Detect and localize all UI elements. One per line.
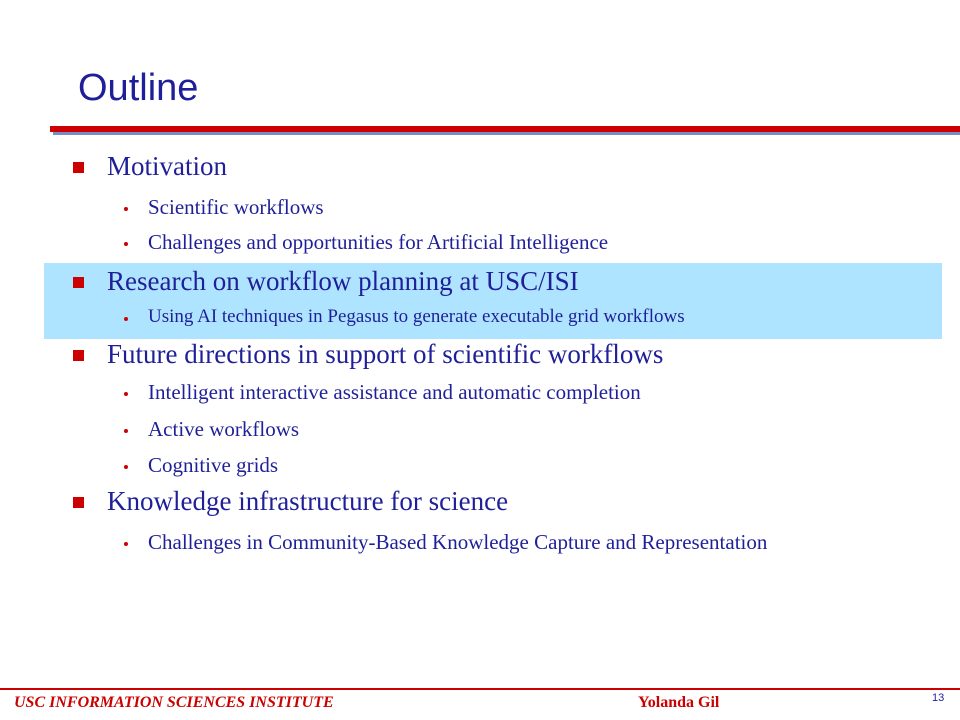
outline-subitem: Scientific workflows — [148, 195, 324, 219]
bullet-square — [73, 277, 84, 288]
title-rule — [50, 126, 960, 132]
bullet-dot — [124, 207, 128, 211]
bullet-dot — [124, 392, 128, 396]
outline-subitem: Intelligent interactive assistance and automatic completion — [148, 380, 641, 404]
bullet-dot — [124, 317, 128, 321]
outline-subitem: Cognitive grids — [148, 453, 279, 477]
footer-author: Yolanda Gil — [638, 694, 720, 711]
bullet-square — [73, 497, 84, 508]
outline-subitem: Using AI techniques in Pegasus to generate executable grid workflows — [148, 306, 685, 327]
bullet-dot — [124, 465, 128, 469]
footer-rule — [0, 688, 960, 690]
outline-item-future-directions: Future directions in support of scientific workflows — [107, 339, 664, 369]
outline-item-research: Research on workflow planning at USC/ISI — [107, 266, 579, 296]
outline-item-motivation: Motivation — [107, 151, 227, 181]
slide-title: Outline — [78, 67, 199, 109]
outline-item-knowledge-infrastructure: Knowledge infrastructure for science — [107, 486, 509, 516]
bullet-dot — [124, 429, 128, 433]
outline-subitem: Challenges in Community-Based Knowledge Capture and Representation — [148, 530, 768, 554]
bullet-square — [73, 162, 84, 173]
outline-subitem: Challenges and opportunities for Artificial Intelligence — [148, 230, 609, 254]
footer-institute: USC INFORMATION SCIENCES INSTITUTE — [14, 694, 334, 711]
page-number: 13 — [932, 692, 945, 704]
bullet-dot — [124, 242, 128, 246]
title-rule — [53, 132, 960, 135]
bullet-square — [73, 350, 84, 361]
outline-subitem: Active workflows — [148, 417, 300, 441]
bullet-dot — [124, 542, 128, 546]
